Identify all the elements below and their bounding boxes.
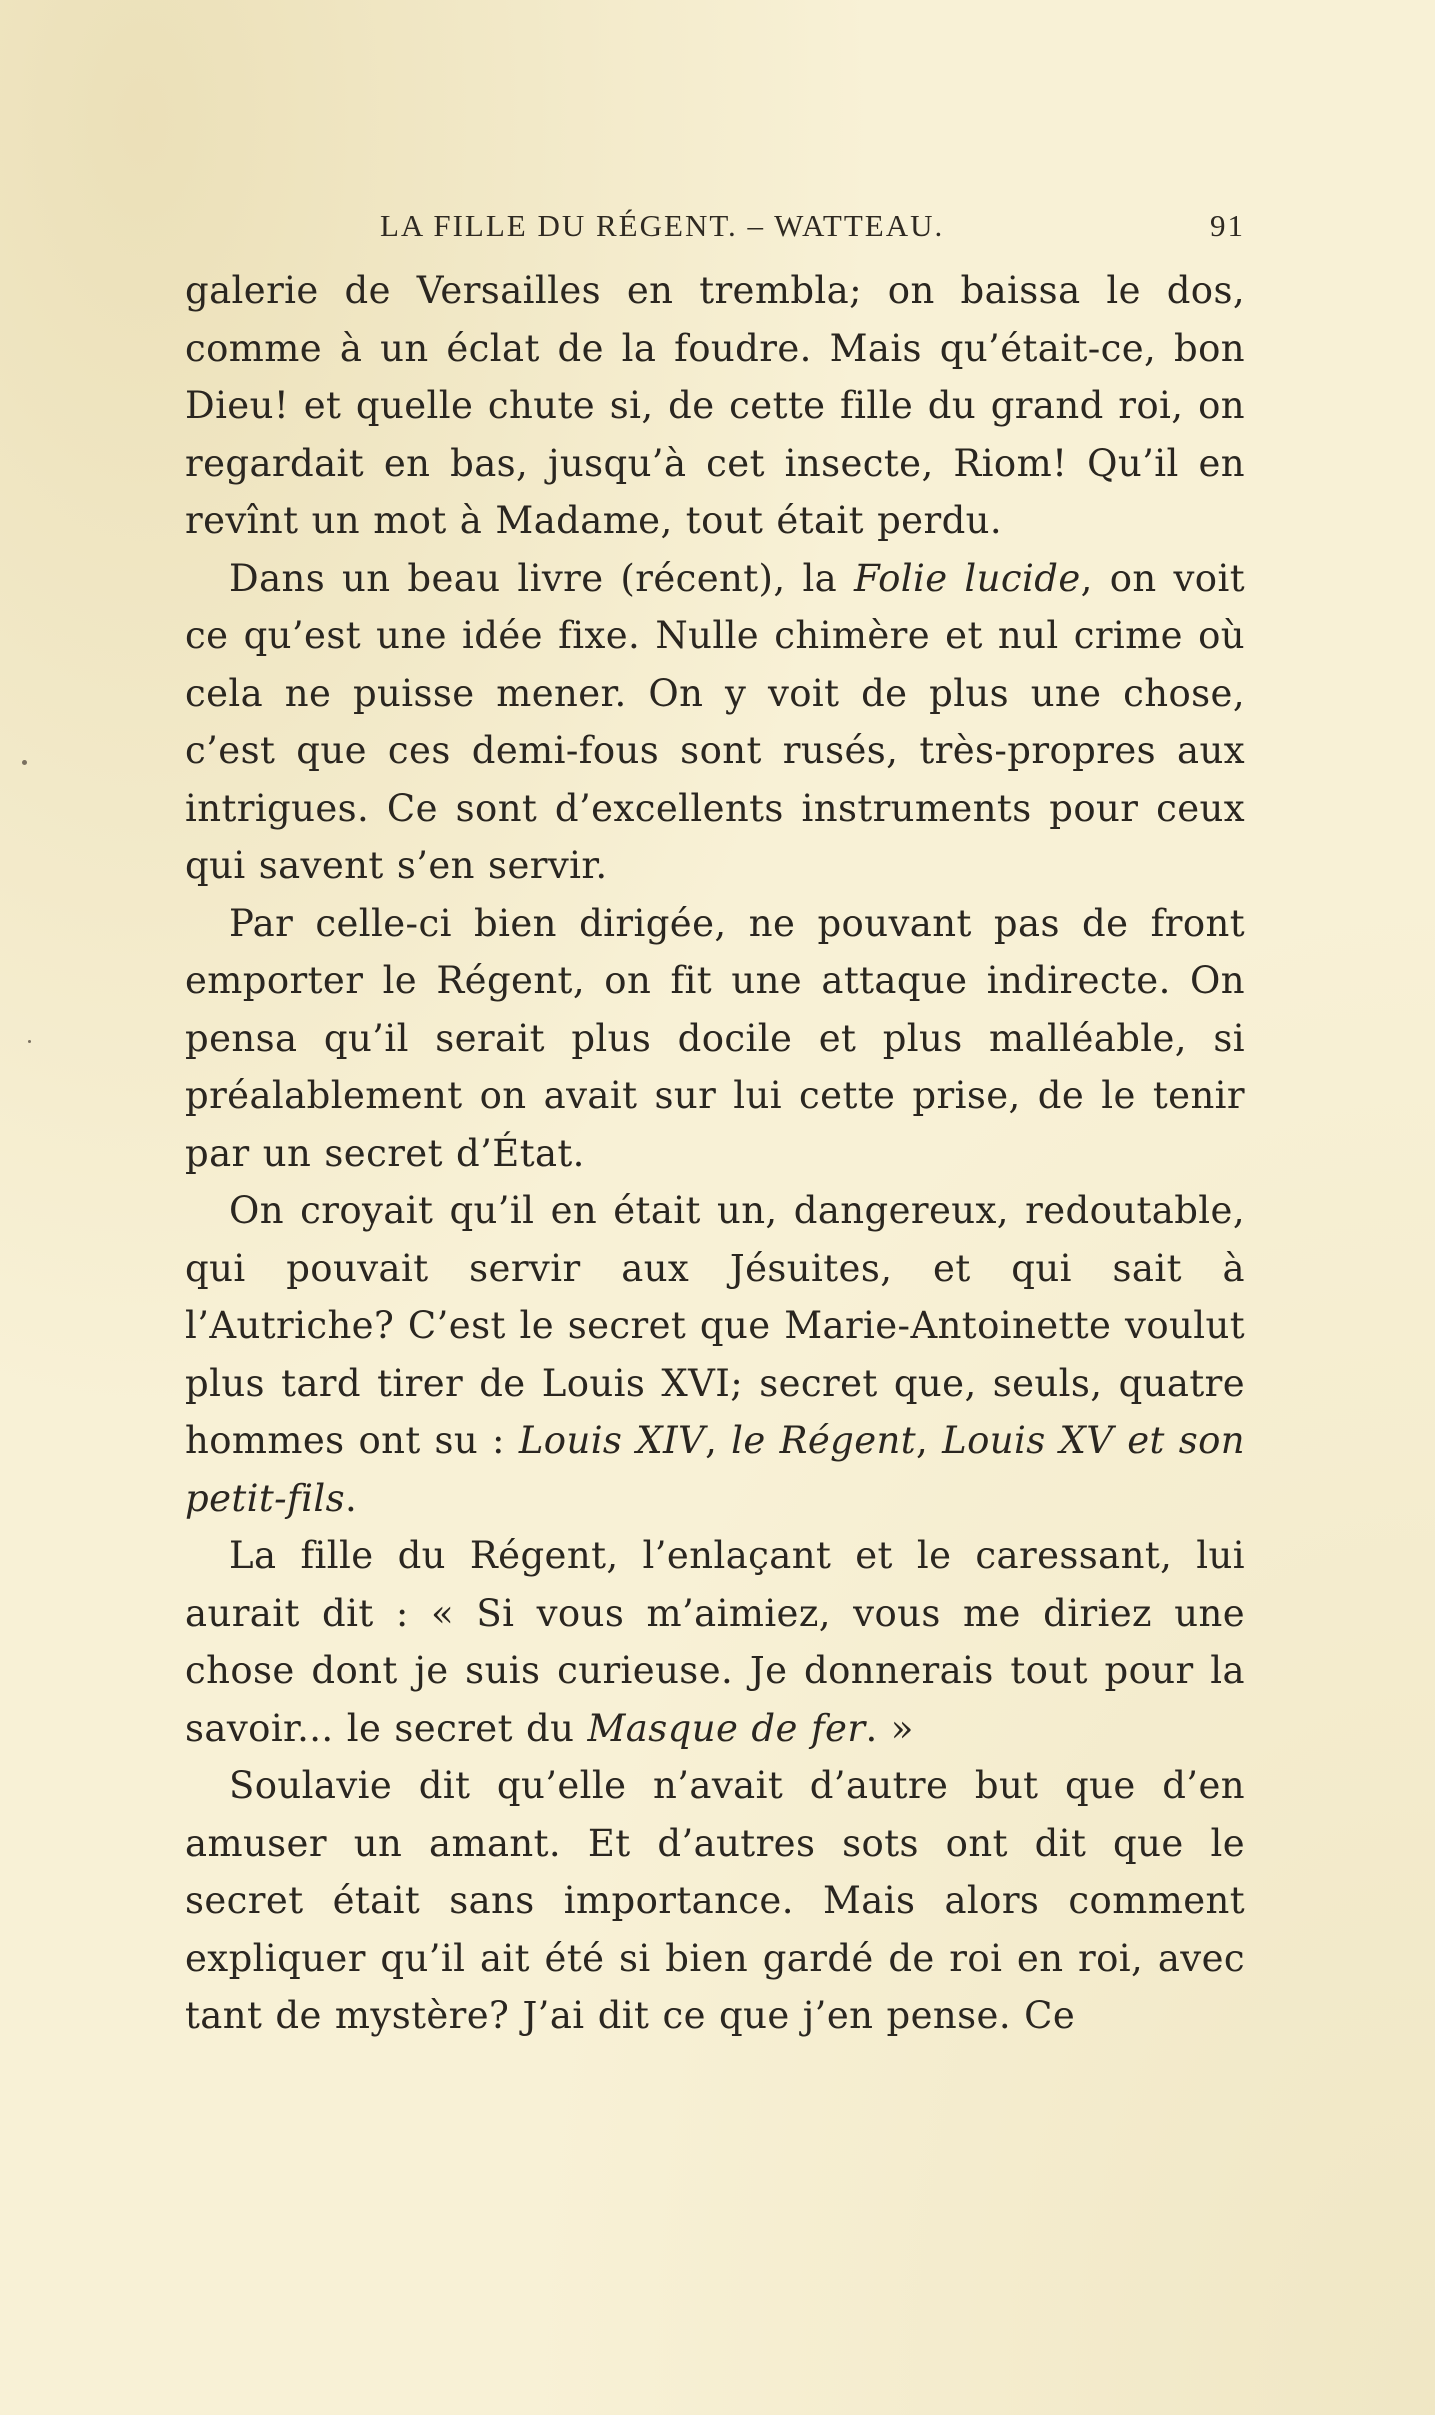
- paper-speck: [22, 760, 27, 765]
- name-italic: Louis XV et son petit-fils: [185, 1419, 1245, 1520]
- paragraph-text: Soulavie dit qu’elle n’avait d’autre but que d’en amuser un amant. Et d’autres sots ont dit que le secret était sans importance. Mais alors comment expliquer qu’il ait été si bien gardé de roi en roi, avec tant de mystère? J’ai dit ce que j’en pense. Ce: [185, 1764, 1245, 2037]
- paragraph-5: [185, 1527, 1245, 1757]
- title-italic: Masque de fer: [587, 1706, 866, 1750]
- book-title-italic: Folie lucide: [854, 556, 1081, 600]
- paragraph-text: On croyait qu’il en était un, dangereux, redoutable, qui pouvait servir aux Jésuites, et qui sait à l’Autriche? C’est le secret que Marie-Antoinette voulut plus tard tirer de Louis XVI; secret que, seuls, quatre hommes ont su :: [185, 1189, 1245, 1462]
- paragraph-text: galerie de Versailles en trembla; on baissa le dos, comme à un éclat de la foudre. Mais qu’était-ce, bon Dieu! et quelle chute si, de cette fille du grand roi, on regardait en bas, jusqu’à cet insecte, Riom! Qu’il en revînt un mot à Madame, tout était perdu.: [185, 269, 1245, 542]
- paragraph-text: . »: [865, 1706, 914, 1750]
- paragraph-text: Dans un beau livre (récent), la: [229, 556, 855, 600]
- paragraph-text: ,: [705, 1419, 732, 1462]
- paragraph-2: [185, 550, 1245, 895]
- paragraph-text: .: [345, 1476, 358, 1520]
- running-title: LA FILLE DU RÉGENT. – WATTEAU.: [380, 208, 945, 243]
- paragraph-4: [185, 1182, 1245, 1527]
- paragraph-text: ,: [916, 1419, 943, 1462]
- paragraph-3: [185, 895, 1245, 1183]
- body-text: [185, 262, 1245, 2045]
- paragraph-1: [185, 262, 1245, 550]
- paragraph-text: Par celle-ci bien dirigée, ne pouvant pas de front emporter le Régent, on fit une attaque indirecte. On pensa qu’il serait plus docile et plus malléable, si préalablement on avait sur lui cette prise, de le tenir par un secret d’État.: [185, 901, 1245, 1175]
- paragraph-6: [185, 1757, 1245, 2045]
- page-header: [185, 208, 1245, 248]
- paragraph-text: , on voit ce qu’est une idée fixe. Nulle chimère et nul crime où cela ne puisse mener. On y voit de plus une chose, c’est que ces demi-fous sont rusés, très-propres aux intrigues. Ce sont d’excellents instruments pour ceux qui savent s’en servir.: [185, 556, 1245, 887]
- name-italic: le Régent: [731, 1419, 917, 1462]
- name-italic: Louis XIV: [518, 1419, 706, 1462]
- paragraph-text: La fille du Régent, l’enlaçant et le caressant, lui aurait dit : « Si vous m’aimiez, vous me diriez une chose dont je suis curieuse. Je donnerais tout pour la savoir... le secret du: [185, 1534, 1245, 1750]
- page-number: 91: [1210, 208, 1245, 243]
- paper-speck: [28, 1040, 31, 1043]
